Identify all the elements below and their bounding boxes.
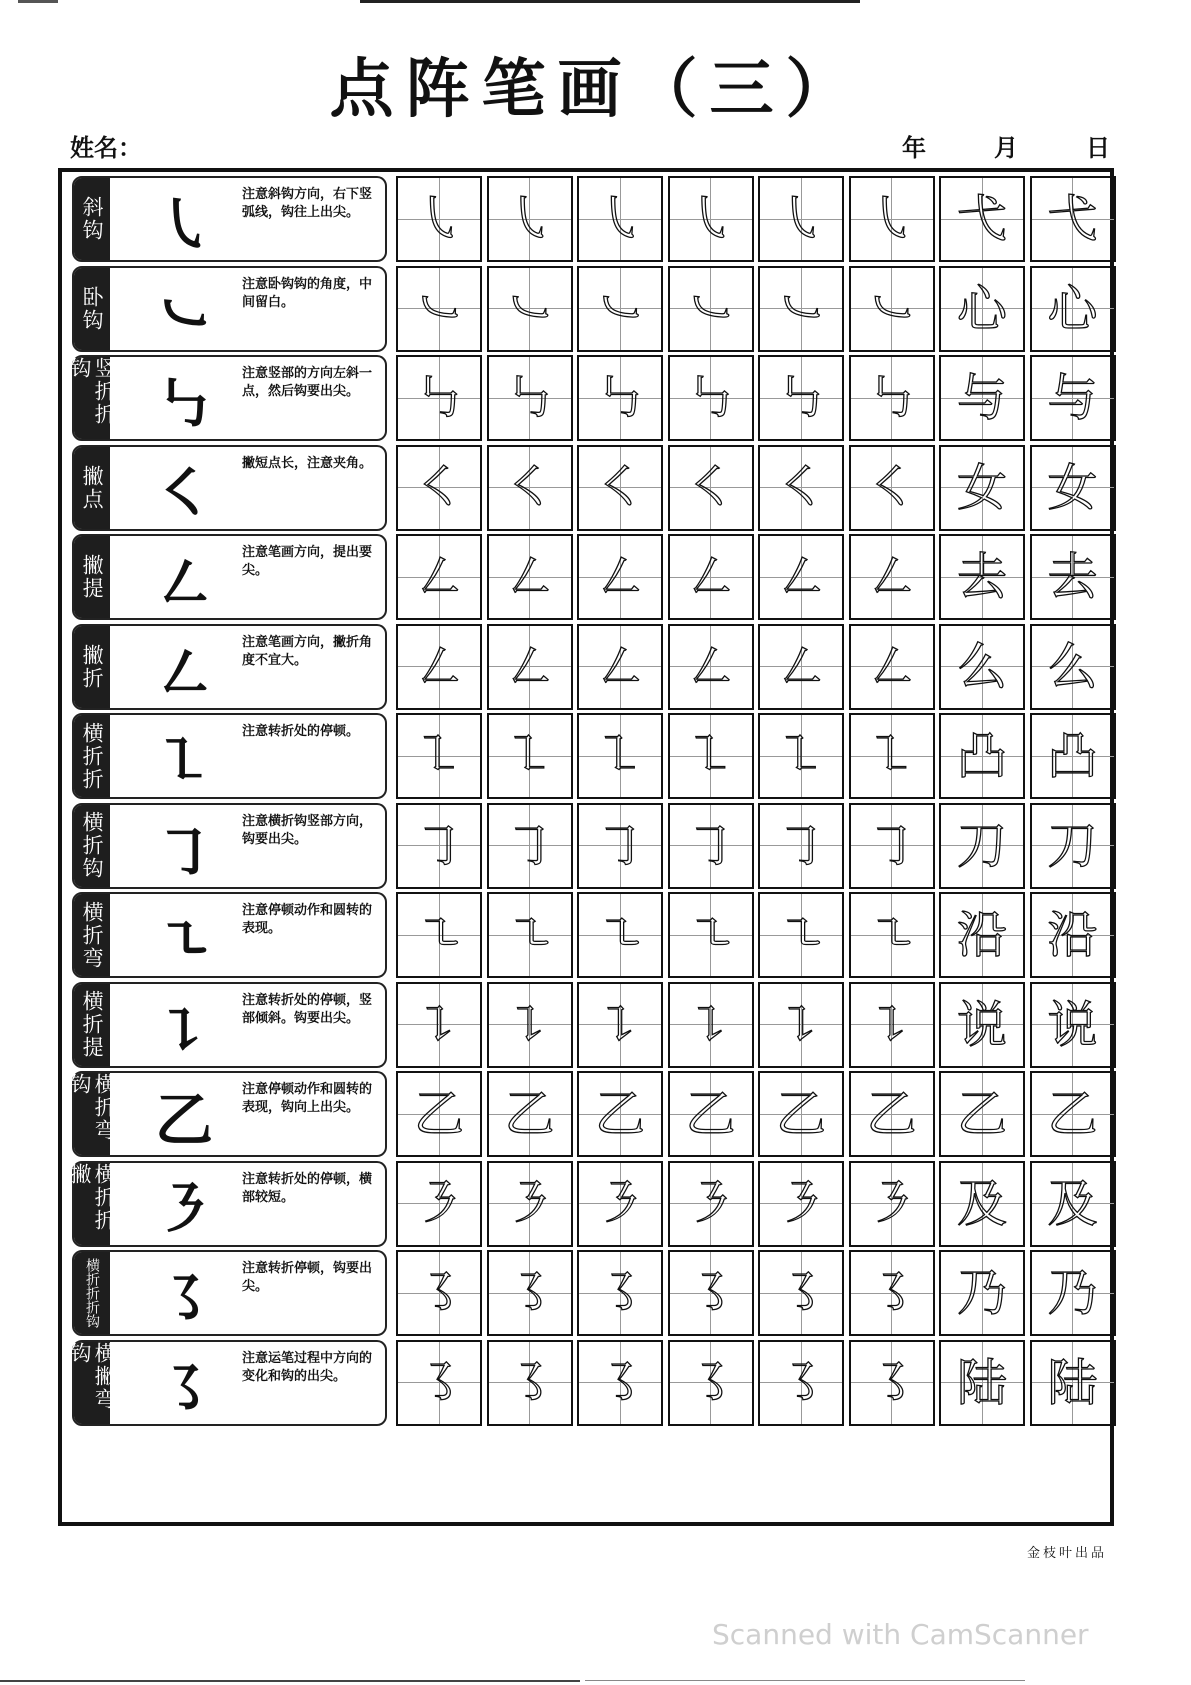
stroke-name-tab: 横折折折钩 — [74, 1252, 110, 1334]
dotted-stroke: ㇜ — [414, 548, 464, 606]
dotted-stroke: ㇛ — [685, 458, 736, 517]
dotted-stroke: ㇜ — [595, 637, 645, 696]
dotted-stroke: ㇌ — [776, 1353, 826, 1412]
stroke-model-glyph: ㇊ — [154, 996, 213, 1065]
stroke-label-box — [72, 713, 387, 799]
stroke-label-box — [68, 1071, 387, 1157]
stroke-name-tab: 撇折 — [74, 626, 110, 708]
example-cell[interactable] — [1030, 1250, 1116, 1336]
trace-cell[interactable] — [668, 1071, 754, 1157]
dotted-character: 说 — [957, 995, 1007, 1054]
dotted-character: 乙 — [957, 1085, 1007, 1143]
dotted-stroke: ㇛ — [595, 458, 645, 517]
stroke-name-tab: 横撇弯钩 — [74, 1342, 110, 1424]
stroke-model-glyph: ㇌ — [154, 1354, 213, 1423]
dotted-stroke: ㇋ — [685, 1174, 736, 1233]
dotted-character: 刀 — [1047, 816, 1098, 875]
stroke-note: 撇短点长，注意夹角。 — [242, 455, 373, 471]
dotted-character: 沿 — [1047, 906, 1098, 964]
stroke-note: 注意转折处的停顿，竖部倾斜。钩要出尖。 — [242, 992, 373, 1026]
dotted-stroke: ㇅ — [504, 727, 555, 785]
trace-cell[interactable] — [668, 176, 754, 262]
dotted-stroke: ㇅ — [414, 727, 464, 785]
dotted-stroke: ㇆ — [685, 816, 736, 875]
trace-cell[interactable] — [487, 445, 573, 531]
publisher-note: 金枝叶出品 — [1026, 1546, 1107, 1561]
stroke-label-box — [72, 176, 387, 262]
example-cell[interactable] — [1030, 624, 1116, 710]
trace-cell[interactable] — [758, 624, 844, 710]
stroke-label-box — [72, 892, 387, 978]
example-cell[interactable] — [1030, 803, 1116, 889]
trace-cell[interactable] — [396, 176, 482, 262]
dotted-stroke: ㇛ — [776, 458, 826, 517]
dotted-stroke: ㇅ — [776, 727, 826, 785]
trace-cell[interactable] — [849, 1071, 935, 1157]
trace-cell[interactable] — [668, 982, 754, 1068]
trace-cell[interactable] — [668, 445, 754, 531]
dotted-character: 弋 — [1047, 190, 1098, 248]
stroke-name-tab: 卧钩 — [74, 268, 110, 350]
dotted-stroke: ㇂ — [866, 190, 917, 248]
trace-cell[interactable] — [849, 1161, 935, 1247]
trace-cell[interactable] — [577, 713, 663, 799]
stroke-model-glyph: ㇅ — [154, 728, 213, 796]
trace-cell[interactable] — [577, 624, 663, 710]
dotted-stroke: ㇜ — [866, 637, 917, 696]
example-cell[interactable] — [939, 624, 1025, 710]
stroke-label-box — [68, 1340, 387, 1426]
top-edge-mark — [18, 0, 58, 3]
stroke-note: 注意停顿动作和圆转的表现，钩向上出尖。 — [242, 1082, 373, 1115]
trace-cell[interactable] — [849, 803, 935, 889]
dotted-stroke: ㇊ — [595, 995, 645, 1054]
trace-cell[interactable] — [396, 445, 482, 531]
trace-cell[interactable] — [577, 803, 663, 889]
example-cell[interactable] — [1030, 355, 1116, 441]
trace-cell[interactable] — [577, 1250, 663, 1336]
stroke-name-tab: 横折提 — [74, 984, 110, 1066]
stroke-label-box — [72, 445, 387, 531]
trace-cell[interactable] — [396, 624, 482, 710]
trace-cell[interactable] — [668, 1340, 754, 1426]
dotted-stroke: ㇜ — [595, 548, 645, 606]
stroke-model-glyph: ㇍ — [154, 907, 213, 975]
stroke-note: 注意转折处的停顿，横部较短。 — [242, 1171, 373, 1205]
stroke-name-tab: 横折弯 — [74, 894, 110, 976]
example-cell[interactable] — [939, 982, 1025, 1068]
dotted-character: 女 — [957, 458, 1007, 517]
page-title: 点阵笔画（三） — [329, 52, 862, 127]
dotted-stroke: ㇌ — [504, 1264, 555, 1322]
dotted-stroke: ㇜ — [685, 637, 736, 696]
trace-cell[interactable] — [577, 1161, 663, 1247]
dotted-stroke: ㇆ — [504, 816, 555, 875]
dotted-stroke: ㇃ — [504, 279, 555, 338]
dotted-stroke: ㇋ — [414, 1174, 464, 1233]
trace-cell[interactable] — [577, 445, 663, 531]
trace-cell[interactable] — [487, 1071, 573, 1157]
dotted-stroke: ㇊ — [866, 995, 917, 1054]
month-label: 月 — [994, 133, 1018, 162]
dotted-stroke: ㇜ — [504, 637, 555, 696]
trace-cell[interactable] — [668, 1161, 754, 1247]
trace-cell[interactable] — [396, 1250, 482, 1336]
dotted-stroke: ㇊ — [776, 995, 826, 1054]
example-cell[interactable] — [1030, 445, 1116, 531]
example-cell[interactable] — [939, 1161, 1025, 1247]
dotted-stroke: ㇛ — [414, 458, 464, 517]
stroke-note: 注意横折钩竖部方向，钩要出尖。 — [242, 813, 373, 847]
dotted-stroke: 乙 — [776, 1085, 826, 1143]
stroke-label-box — [68, 355, 387, 441]
dotted-stroke: ㇜ — [504, 548, 555, 606]
trace-cell[interactable] — [577, 355, 663, 441]
trace-cell[interactable] — [577, 892, 663, 978]
dotted-stroke: ㇋ — [595, 1174, 645, 1233]
dotted-stroke: ㇌ — [685, 1264, 736, 1322]
stroke-model-glyph: ㇜ — [154, 638, 213, 707]
trace-cell[interactable] — [758, 266, 844, 352]
dotted-character: 陆 — [957, 1353, 1007, 1412]
trace-cell[interactable] — [396, 534, 482, 620]
dotted-stroke: ㇃ — [414, 279, 464, 338]
trace-cell[interactable] — [396, 1161, 482, 1247]
dotted-stroke: ㇛ — [504, 458, 555, 517]
dotted-character: 刀 — [957, 816, 1007, 875]
trace-cell[interactable] — [849, 892, 935, 978]
trace-cell[interactable] — [849, 266, 935, 352]
dotted-stroke: ㇍ — [595, 906, 645, 964]
dotted-stroke: ㇆ — [866, 816, 917, 875]
scanner-watermark: Scanned with CamScanner — [712, 1618, 1089, 1651]
trace-cell[interactable] — [396, 803, 482, 889]
dotted-character: 沿 — [957, 906, 1007, 964]
trace-cell[interactable] — [758, 534, 844, 620]
header-row — [70, 128, 1110, 164]
trace-cell[interactable] — [849, 624, 935, 710]
stroke-model-glyph: ㇆ — [154, 817, 213, 886]
dotted-character: 心 — [957, 279, 1007, 338]
dotted-stroke: ㇂ — [685, 190, 736, 248]
trace-cell[interactable] — [487, 803, 573, 889]
example-cell[interactable] — [939, 176, 1025, 262]
example-cell[interactable] — [939, 892, 1025, 978]
dotted-stroke: ㇂ — [595, 190, 645, 248]
dotted-stroke: ㇂ — [776, 190, 826, 248]
example-cell[interactable] — [1030, 534, 1116, 620]
trace-cell[interactable] — [849, 355, 935, 441]
dotted-stroke: 乙 — [866, 1085, 917, 1143]
trace-cell[interactable] — [396, 355, 482, 441]
dotted-stroke: ㇆ — [595, 816, 645, 875]
dotted-character: 乙 — [1047, 1085, 1098, 1143]
stroke-note: 注意竖部的方向左斜一点，然后钩要出尖。 — [242, 366, 373, 399]
stroke-note: 注意斜钩方向，右下竖弧线，钩往上出尖。 — [242, 187, 373, 220]
dotted-stroke: ㇉ — [504, 369, 555, 427]
stroke-note: 注意转折处的停顿。 — [242, 724, 360, 739]
trace-cell[interactable] — [487, 892, 573, 978]
trace-cell[interactable] — [396, 1071, 482, 1157]
trace-cell[interactable] — [758, 1071, 844, 1157]
stroke-model-glyph: ㇜ — [154, 549, 213, 617]
practice-sheet-frame — [58, 168, 1114, 1526]
dotted-stroke: ㇌ — [866, 1264, 917, 1322]
trace-cell[interactable] — [849, 1340, 935, 1426]
trace-cell[interactable] — [668, 892, 754, 978]
stroke-name-tab: 横折折撇 — [74, 1163, 110, 1245]
dotted-character: 去 — [1047, 548, 1098, 606]
dotted-stroke: ㇌ — [776, 1264, 826, 1322]
dotted-stroke: ㇍ — [866, 906, 917, 964]
trace-cell[interactable] — [487, 355, 573, 441]
example-cell[interactable] — [1030, 176, 1116, 262]
stroke-model-glyph: ㇉ — [154, 370, 213, 438]
example-cell[interactable] — [939, 445, 1025, 531]
dotted-stroke: ㇜ — [776, 637, 826, 696]
stroke-label-box — [72, 534, 387, 620]
dotted-character: 与 — [957, 369, 1007, 427]
dotted-stroke: ㇊ — [685, 995, 736, 1054]
bottom-edge-rule — [0, 1680, 580, 1682]
example-cell[interactable] — [1030, 266, 1116, 352]
example-cell[interactable] — [1030, 1340, 1116, 1426]
trace-cell[interactable] — [668, 1250, 754, 1336]
dotted-stroke: ㇋ — [776, 1174, 826, 1233]
trace-cell[interactable] — [758, 1340, 844, 1426]
trace-cell[interactable] — [758, 1161, 844, 1247]
stroke-name-tab: 撇提 — [74, 536, 110, 618]
trace-cell[interactable] — [758, 892, 844, 978]
stroke-model-glyph: ㇂ — [154, 191, 213, 259]
dotted-character: 么 — [1047, 637, 1098, 696]
dotted-stroke: ㇅ — [866, 727, 917, 785]
stroke-label-box — [72, 1250, 387, 1336]
dotted-stroke: ㇍ — [504, 906, 555, 964]
trace-cell[interactable] — [487, 176, 573, 262]
dotted-stroke: ㇌ — [866, 1353, 917, 1412]
stroke-note: 注意运笔过程中方向的变化和钩的出尖。 — [242, 1350, 373, 1384]
dotted-stroke: 乙 — [414, 1085, 464, 1143]
trace-cell[interactable] — [849, 176, 935, 262]
dotted-character: 及 — [957, 1174, 1007, 1233]
stroke-label-box — [68, 1161, 387, 1247]
trace-cell[interactable] — [668, 713, 754, 799]
stroke-label-box — [72, 803, 387, 889]
dotted-stroke: ㇉ — [776, 369, 826, 427]
stroke-model-glyph: ㇌ — [154, 1265, 213, 1333]
dotted-stroke: ㇉ — [866, 369, 917, 427]
trace-cell[interactable] — [487, 713, 573, 799]
trace-cell[interactable] — [849, 982, 935, 1068]
trace-cell[interactable] — [487, 982, 573, 1068]
stroke-note: 注意笔画方向，提出要尖。 — [242, 545, 373, 578]
dotted-stroke: ㇆ — [414, 816, 464, 875]
trace-cell[interactable] — [487, 1250, 573, 1336]
stroke-model-glyph: ㇋ — [154, 1175, 213, 1244]
stroke-model-glyph: ㇛ — [154, 459, 213, 528]
dotted-character: 弋 — [957, 190, 1007, 248]
example-cell[interactable] — [1030, 1071, 1116, 1157]
dotted-stroke: ㇋ — [866, 1174, 917, 1233]
dotted-stroke: ㇅ — [685, 727, 736, 785]
trace-cell[interactable] — [668, 534, 754, 620]
dotted-stroke: ㇃ — [685, 279, 736, 338]
dotted-stroke: ㇜ — [685, 548, 736, 606]
dotted-stroke: ㇌ — [595, 1353, 645, 1412]
trace-cell[interactable] — [487, 1340, 573, 1426]
dotted-stroke: ㇉ — [685, 369, 736, 427]
dotted-character: 与 — [1047, 369, 1098, 427]
dotted-stroke: ㇅ — [595, 727, 645, 785]
stroke-note: 注意笔画方向，撇折角度不宜大。 — [242, 634, 373, 668]
trace-cell[interactable] — [668, 803, 754, 889]
dotted-stroke: 乙 — [504, 1085, 555, 1143]
dotted-character: 说 — [1047, 995, 1098, 1054]
trace-cell[interactable] — [758, 445, 844, 531]
trace-cell[interactable] — [396, 982, 482, 1068]
trace-cell[interactable] — [396, 892, 482, 978]
trace-cell[interactable] — [849, 1250, 935, 1336]
stroke-label-box — [72, 266, 387, 352]
dotted-stroke: ㇜ — [866, 548, 917, 606]
example-cell[interactable] — [1030, 713, 1116, 799]
dotted-stroke: ㇜ — [776, 548, 826, 606]
trace-cell[interactable] — [758, 176, 844, 262]
stroke-name-tab: 横折钩 — [74, 805, 110, 887]
date-fields — [834, 128, 1110, 163]
trace-cell[interactable] — [758, 355, 844, 441]
example-cell[interactable] — [939, 1071, 1025, 1157]
dotted-stroke: ㇃ — [776, 279, 826, 338]
stroke-name-tab: 竖折折钩 — [74, 357, 110, 439]
dotted-character: 去 — [957, 548, 1007, 606]
top-edge-rule — [360, 0, 860, 3]
dotted-stroke: ㇊ — [504, 995, 555, 1054]
dotted-character: 凸 — [957, 727, 1007, 785]
dotted-character: 乃 — [957, 1264, 1007, 1322]
dotted-stroke: ㇋ — [504, 1174, 555, 1233]
trace-cell[interactable] — [487, 534, 573, 620]
dotted-stroke: ㇊ — [414, 995, 464, 1054]
dotted-character: 及 — [1047, 1174, 1098, 1233]
example-cell[interactable] — [939, 534, 1025, 620]
dotted-stroke: ㇌ — [595, 1264, 645, 1322]
stroke-label-box — [72, 982, 387, 1068]
stroke-name-tab: 横折折 — [74, 715, 110, 797]
trace-cell[interactable] — [849, 534, 935, 620]
trace-cell[interactable] — [577, 1071, 663, 1157]
stroke-note: 注意停顿动作和圆转的表现。 — [242, 903, 373, 936]
dotted-stroke: ㇌ — [685, 1353, 736, 1412]
trace-cell[interactable] — [668, 266, 754, 352]
trace-cell[interactable] — [577, 534, 663, 620]
trace-cell[interactable] — [758, 713, 844, 799]
example-cell[interactable] — [939, 355, 1025, 441]
dotted-stroke: ㇉ — [414, 369, 464, 427]
example-cell[interactable] — [939, 266, 1025, 352]
trace-cell[interactable] — [758, 1250, 844, 1336]
dotted-character: 心 — [1047, 279, 1098, 338]
year-label: 年 — [902, 133, 926, 162]
trace-cell[interactable] — [577, 1340, 663, 1426]
stroke-note: 注意转折停顿，钩要出尖。 — [242, 1261, 373, 1294]
example-cell[interactable] — [1030, 982, 1116, 1068]
dotted-stroke: ㇂ — [414, 190, 464, 248]
stroke-name-tab: 斜钩 — [74, 178, 110, 260]
bottom-edge-rule-right — [585, 1680, 1025, 1681]
example-cell[interactable] — [1030, 892, 1116, 978]
dotted-character: 乃 — [1047, 1264, 1098, 1322]
trace-cell[interactable] — [758, 803, 844, 889]
trace-cell[interactable] — [577, 982, 663, 1068]
stroke-name-tab: 横折弯钩 — [74, 1073, 110, 1155]
trace-cell[interactable] — [668, 355, 754, 441]
dotted-character: 么 — [957, 637, 1007, 696]
dotted-stroke: ㇃ — [866, 279, 917, 338]
example-cell[interactable] — [939, 803, 1025, 889]
stroke-name-tab: 撇点 — [74, 447, 110, 529]
dotted-character: 女 — [1047, 458, 1098, 517]
dotted-stroke: ㇌ — [414, 1264, 464, 1322]
stroke-model-glyph: 乙 — [154, 1086, 213, 1154]
dotted-stroke: ㇛ — [866, 458, 917, 517]
trace-cell[interactable] — [487, 624, 573, 710]
dotted-stroke: ㇌ — [414, 1353, 464, 1412]
trace-cell[interactable] — [577, 176, 663, 262]
dotted-stroke: 乙 — [595, 1085, 645, 1143]
trace-cell[interactable] — [396, 1340, 482, 1426]
trace-cell[interactable] — [577, 266, 663, 352]
trace-cell[interactable] — [849, 445, 935, 531]
dotted-stroke: ㇉ — [595, 369, 645, 427]
example-cell[interactable] — [939, 1340, 1025, 1426]
dotted-stroke: ㇍ — [414, 906, 464, 964]
stroke-model-glyph: ㇃ — [154, 280, 213, 349]
dotted-stroke: 乙 — [685, 1085, 736, 1143]
trace-cell[interactable] — [487, 1161, 573, 1247]
trace-cell[interactable] — [849, 713, 935, 799]
dotted-stroke: ㇂ — [504, 190, 555, 248]
trace-cell[interactable] — [396, 266, 482, 352]
trace-cell[interactable] — [668, 624, 754, 710]
trace-cell[interactable] — [396, 713, 482, 799]
example-cell[interactable] — [939, 713, 1025, 799]
dotted-stroke: ㇜ — [414, 637, 464, 696]
dotted-stroke: ㇃ — [595, 279, 645, 338]
trace-cell[interactable] — [487, 266, 573, 352]
dotted-character: 凸 — [1047, 727, 1098, 785]
dotted-stroke: ㇍ — [776, 906, 826, 964]
example-cell[interactable] — [939, 1250, 1025, 1336]
dotted-character: 陆 — [1047, 1353, 1098, 1412]
dotted-stroke: ㇍ — [685, 906, 736, 964]
trace-cell[interactable] — [758, 982, 844, 1068]
stroke-label-box — [72, 624, 387, 710]
name-label: 姓名： — [70, 133, 142, 162]
dotted-stroke: ㇌ — [504, 1353, 555, 1412]
example-cell[interactable] — [1030, 1161, 1116, 1247]
stroke-note: 注意卧钩钩的角度，中间留白。 — [242, 276, 373, 310]
day-label: 日 — [1086, 133, 1110, 162]
dotted-stroke: ㇆ — [776, 816, 826, 875]
